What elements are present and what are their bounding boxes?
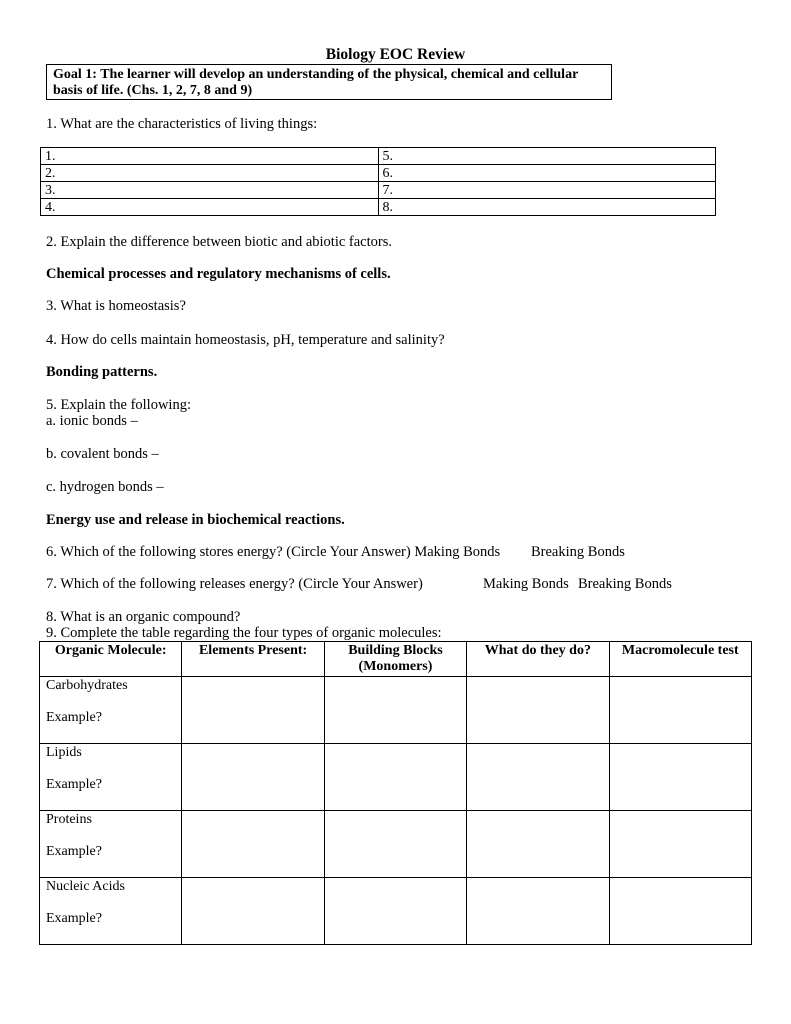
section-heading-bonding: Bonding patterns. <box>46 364 158 380</box>
question-2: 2. Explain the difference between biotic and abiotic factors. <box>46 234 392 250</box>
table-row <box>41 148 716 165</box>
column-header: Elements Present: <box>182 642 324 677</box>
answer-cell[interactable] <box>182 878 324 945</box>
answer-cell[interactable] <box>324 811 466 878</box>
page-title: Biology EOC Review <box>325 46 466 63</box>
answer-cell[interactable] <box>467 744 609 811</box>
answer-cell[interactable] <box>182 811 324 878</box>
question-4: 4. How do cells maintain homeostasis, pH, temperature and salinity? <box>46 332 445 348</box>
column-header-line: Building Blocks <box>348 643 443 658</box>
characteristic-cell[interactable]: 4. <box>41 199 379 216</box>
molecule-cell <box>40 811 182 878</box>
example-prompt: Example? <box>46 911 102 926</box>
characteristic-cell[interactable]: 6. <box>378 165 716 182</box>
column-header: What do they do? <box>467 642 609 677</box>
table-row <box>41 182 716 199</box>
characteristic-cell[interactable]: 5. <box>378 148 716 165</box>
column-header-line: (Monomers) <box>358 659 433 674</box>
column-header: Organic Molecule: <box>40 642 182 677</box>
column-header <box>324 642 466 677</box>
table-header-row <box>40 642 752 677</box>
question-5b: b. covalent bonds – <box>46 446 159 462</box>
question-1: 1. What are the characteristics of living things: <box>46 116 318 132</box>
goal-box <box>46 64 612 100</box>
organic-molecules-table <box>39 641 752 945</box>
answer-cell[interactable] <box>324 744 466 811</box>
question-6: 6. Which of the following stores energy? (Circle Your Answer) Making Bonds <box>46 544 501 560</box>
answer-cell[interactable] <box>182 744 324 811</box>
characteristic-cell[interactable]: 3. <box>41 182 379 199</box>
characteristic-cell[interactable]: 8. <box>378 199 716 216</box>
q6-option-breaking-bonds[interactable]: Breaking Bonds <box>531 544 625 560</box>
question-3: 3. What is homeostasis? <box>46 298 186 314</box>
molecule-cell <box>40 677 182 744</box>
example-prompt: Example? <box>46 710 102 725</box>
table-row <box>40 677 752 744</box>
section-heading-chemical: Chemical processes and regulatory mechanisms of cells. <box>46 266 391 282</box>
molecule-name: Nucleic Acids <box>46 879 125 894</box>
answer-cell[interactable] <box>324 878 466 945</box>
table-row <box>40 878 752 945</box>
characteristic-cell[interactable]: 1. <box>41 148 379 165</box>
answer-cell[interactable] <box>467 811 609 878</box>
molecule-cell <box>40 744 182 811</box>
answer-cell[interactable] <box>182 677 324 744</box>
answer-cell[interactable] <box>609 878 751 945</box>
table-row <box>41 165 716 182</box>
answer-cell[interactable] <box>609 811 751 878</box>
answer-cell[interactable] <box>467 677 609 744</box>
table-row <box>40 811 752 878</box>
section-heading-energy: Energy use and release in biochemical reactions. <box>46 512 345 528</box>
molecule-name: Proteins <box>46 812 92 827</box>
question-5: 5. Explain the following: <box>46 397 191 413</box>
goal-line-2: basis of life. (Chs. 1, 2, 7, 8 and 9) <box>53 83 253 98</box>
molecule-cell <box>40 878 182 945</box>
q7-option-making-bonds[interactable]: Making Bonds <box>483 576 569 592</box>
answer-cell[interactable] <box>324 677 466 744</box>
characteristics-table <box>40 147 716 216</box>
characteristic-cell[interactable]: 2. <box>41 165 379 182</box>
molecule-name: Lipids <box>46 745 82 760</box>
question-5c: c. hydrogen bonds – <box>46 479 164 495</box>
example-prompt: Example? <box>46 844 102 859</box>
molecule-name: Carbohydrates <box>46 678 128 693</box>
q7-option-breaking-bonds[interactable]: Breaking Bonds <box>578 576 672 592</box>
question-8: 8. What is an organic compound? <box>46 609 241 625</box>
question-5a: a. ionic bonds – <box>46 413 138 429</box>
goal-line-1: Goal 1: The learner will develop an understanding of the physical, chemical and cellular <box>53 67 579 82</box>
question-7: 7. Which of the following releases energy? (Circle Your Answer) <box>46 576 423 592</box>
answer-cell[interactable] <box>467 878 609 945</box>
column-header: Macromolecule test <box>609 642 751 677</box>
answer-cell[interactable] <box>609 677 751 744</box>
table-row <box>40 744 752 811</box>
answer-cell[interactable] <box>609 744 751 811</box>
example-prompt: Example? <box>46 777 102 792</box>
question-9: 9. Complete the table regarding the four types of organic molecules: <box>46 625 442 641</box>
table-row <box>41 199 716 216</box>
characteristic-cell[interactable]: 7. <box>378 182 716 199</box>
